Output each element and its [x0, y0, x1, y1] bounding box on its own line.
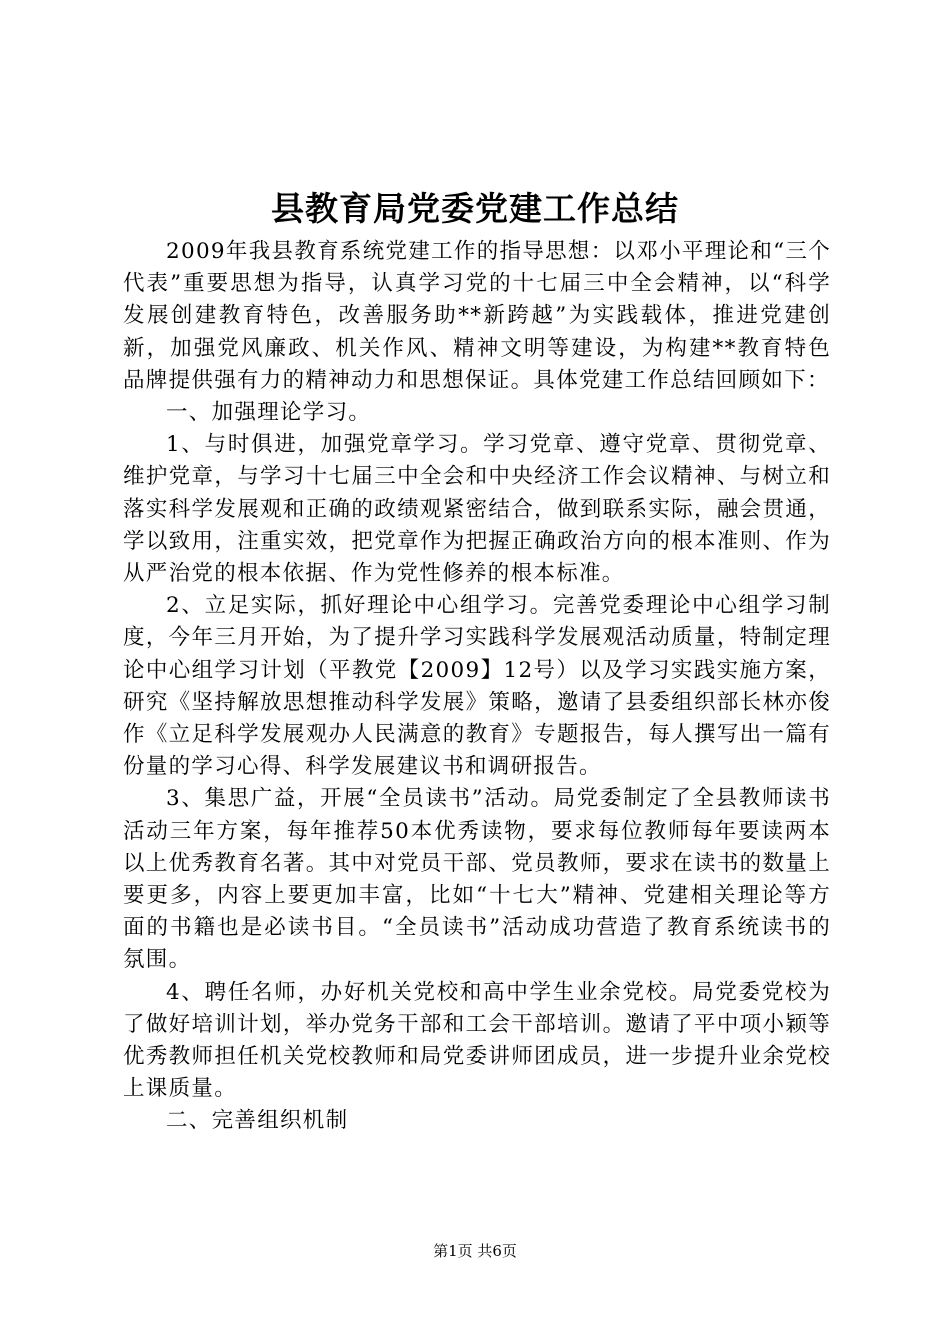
page-footer: 第1页 共6页: [433, 1242, 517, 1260]
paragraph-item-3: 3、集思广益，开展“全员读书”活动。局党委制定了全县教师读书活动三年方案，每年推荐50本优秀读物，要求每位教师每年要读两本以上优秀教育名著。其中对党员干部、党员教师，要求在读书的数量上要更多，内容上要更加丰富，比如“十七大”精神、党建相关理论等方面的书籍也是必读书目。“全员读书”活动成功营造了教育系统读书的氛围。: [123, 786, 831, 973]
section-heading-1: 一、加强理论学习。: [166, 400, 372, 426]
paragraph-intro: 2009年我县教育系统党建工作的指导思想：以邓小平理论和“三个代表”重要思想为指导，认真学习党的十七届三中全会精神，以“科学发展创建教育特色，改善服务助**新跨越”为实践载体，推进党建创新，加强党风廉政、机关作风、精神文明等建设，为构建**教育特色品牌提供强有力的精神动力和思想保证。具体党建工作总结回顾如下：: [123, 239, 832, 393]
paragraph-item-4: 4、聘任名师，办好机关党校和高中学生业余党校。局党委党校为了做好培训计划，举办党务干部和工会干部培训。邀请了平中项小颖等优秀教师担任机关党校教师和局党委讲师团成员，进一步提升业余党校上课质量。: [123, 979, 831, 1102]
paragraph-item-1: 1、与时俱进，加强党章学习。学习党章、遵守党章、贯彻党章、维护党章，与学习十七届三中全会和中央经济工作会议精神、与树立和落实科学发展观和正确的政绩观紧密结合，做到联系实际，融会贯通，学以致用，注重实效，把党章作为把握正确政治方向的根本准则、作为从严治党的根本依据、作为党性修养的根本标准。: [123, 432, 831, 587]
section-heading-2: 二、完善组织机制: [166, 1108, 349, 1134]
document-title: 县教育局党委党建工作总结: [271, 189, 679, 228]
paragraph-item-2: 2、立足实际，抓好理论中心组学习。完善党委理论中心组学习制度，今年三月开始，为了提升学习实践科学发展观活动质量，特制定理论中心组学习计划（平教党【2009】12号）以及学习实践实施方案，研究《坚持解放思想推动科学发展》策略，邀请了县委组织部长林亦俊作《立足科学发展观办人民满意的教育》专题报告，每人撰写出一篇有份量的学习心得、科学发展建议书和调研报告。: [123, 593, 831, 780]
document-body: [123, 236, 831, 1138]
